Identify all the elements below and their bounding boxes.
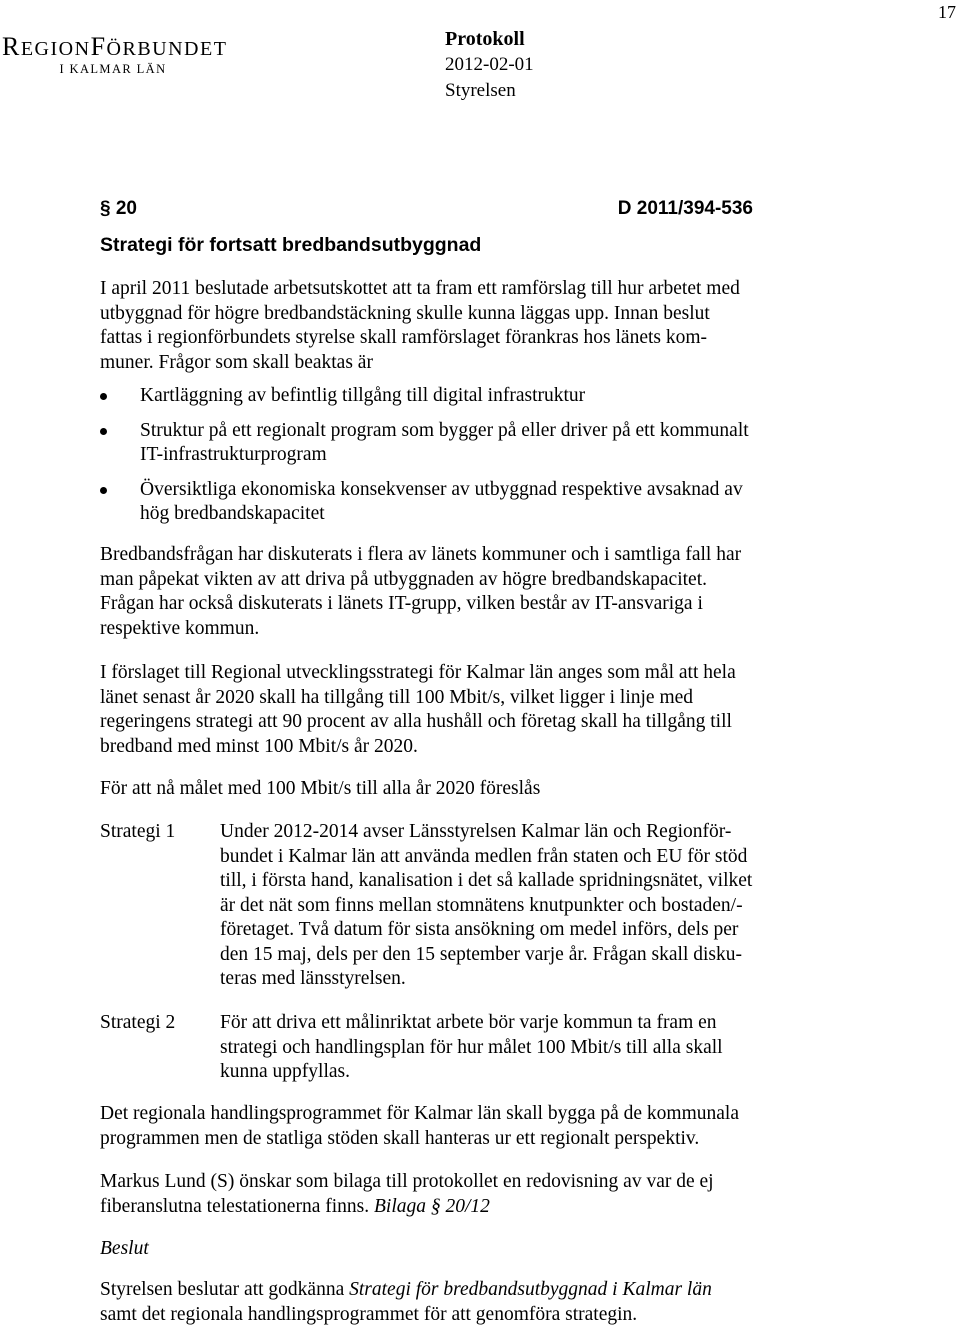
diary-number: D 2011/394-536 xyxy=(617,198,753,219)
text-line: I förslaget till Regional utvecklingsstrategi för Kalmar län anges som mål att hela xyxy=(100,662,736,683)
text-line: fattas i regionförbundets styrelse skall ramförslaget förankras hos länets kom- xyxy=(100,327,708,348)
text-line: programmen men de statliga stöden skall hanteras ur ett regionalt perspektiv. xyxy=(100,1127,700,1149)
text-line: muner. Frågor som skall beaktas är xyxy=(100,351,373,373)
text-line: man påpekat vikten av att driva på utbyggnaden av högre bredbandskapacitet. xyxy=(100,568,707,590)
strategy-text xyxy=(220,820,840,992)
meeting-body: Styrelsen xyxy=(445,80,516,101)
text-line: Frågan har också diskuterats i länets IT-grupp, vilken består av IT-ansvariga i xyxy=(100,593,703,614)
bullet-item xyxy=(100,384,845,409)
text-line: Det regionala handlingsprogrammet för Kalmar län skall bygga på de kommunala xyxy=(100,1103,739,1124)
text-line: För att nå målet med 100 Mbit/s till alla år 2020 föreslås xyxy=(100,778,541,799)
meeting-date: 2012-02-01 xyxy=(445,54,534,75)
text-line: Struktur på ett regionalt program som bygger på eller driver på ett kommunalt xyxy=(140,419,749,441)
section-number: § 20 xyxy=(100,198,137,219)
text-line: För att driva ett målinriktat arbete bör varje kommun ta fram en xyxy=(220,1012,717,1033)
text-line: Översiktliga ekonomiska konsekvenser av utbyggnad respektive avsaknad av xyxy=(140,478,743,500)
text-line: den 15 maj, dels per den 15 september varje år. Frågan skall disku- xyxy=(220,943,743,965)
text-line: till, i första hand, kanalisation i det så kallade spridningsnätet, vilket xyxy=(220,870,753,891)
document-type: Protokoll xyxy=(445,28,525,50)
document-header xyxy=(445,26,534,104)
page-number: 17 xyxy=(938,2,956,22)
bullet-icon xyxy=(100,487,107,494)
paragraph-proposal xyxy=(100,777,845,802)
intro-paragraph xyxy=(100,277,845,375)
text-line: Markus Lund (S) önskar som bilaga till protokollet en redovisning av var de ej xyxy=(100,1171,714,1192)
strategy-text xyxy=(220,1011,840,1085)
text-line: Styrelsen beslutar att godkänna Strategi för bredbandsutbyggnad i Kalmar län xyxy=(100,1279,712,1300)
text-line: IT-infrastrukturprogram xyxy=(140,444,327,465)
text-line: I april 2011 beslutade arbetsutskottet att ta fram ett ramförslag till hur arbetet med xyxy=(100,278,740,299)
text-line: företaget. Två datum för sista ansökning om medel införs, dels per xyxy=(220,919,739,940)
text-line: kunna uppfyllas. xyxy=(220,1061,350,1082)
text-line: Under 2012-2014 avser Länsstyrelsen Kalmar län och Regionför- xyxy=(220,821,732,842)
bullet-item xyxy=(100,419,845,468)
strategy-label: Strategi 1 xyxy=(100,821,176,842)
bullet-icon xyxy=(100,428,107,435)
section-heading: Strategi för fortsatt bredbandsutbyggnad xyxy=(100,234,482,256)
strategy-title-reference: Strategi för bredbandsutbyggnad i Kalmar län xyxy=(349,1279,712,1300)
text-line: bundet i Kalmar län att använda medlen från staten och EU för stöd xyxy=(220,845,748,867)
strategy-label: Strategi 2 xyxy=(100,1012,176,1033)
logo-wordmark: REGIONFÖRBUNDET xyxy=(2,32,228,61)
decision-paragraph xyxy=(100,1278,845,1327)
text-line: teras med länsstyrelsen. xyxy=(220,968,406,989)
decision-heading-text: Beslut xyxy=(100,1238,149,1259)
regionforbundet-logo xyxy=(2,32,228,76)
text-line: strategi och handlingsplan för hur målet 100 Mbit/s till alla skall xyxy=(220,1036,723,1058)
attachment-reference: Bilaga § 20/12 xyxy=(374,1195,490,1217)
text-line: respektive kommun. xyxy=(100,617,260,639)
bullet-list xyxy=(100,384,845,537)
paragraph-goal xyxy=(100,661,845,759)
text-line: Bredbandsfrågan har diskuterats i flera av länets kommuner och i samtliga fall har xyxy=(100,544,742,565)
paragraph-discussion xyxy=(100,543,845,641)
logo-subtitle: I KALMAR LÄN xyxy=(59,62,167,76)
text-line: Kartläggning av befintlig tillgång till digital infrastruktur xyxy=(140,385,586,406)
text-line: hög bredbandskapacitet xyxy=(140,503,325,524)
bullet-icon xyxy=(100,393,107,400)
text-line: fiberanslutna telestationerna finns. Bilaga § 20/12 xyxy=(100,1195,490,1217)
bullet-item xyxy=(100,478,845,527)
decision-heading xyxy=(100,1237,845,1262)
text-line: samt det regionala handlingsprogrammet för att genomföra strategin. xyxy=(100,1303,638,1325)
paragraph-request xyxy=(100,1170,845,1219)
text-line: bredband med minst 100 Mbit/s år 2020. xyxy=(100,735,418,757)
text-line: länet senast år 2020 skall ha tillgång till 100 Mbit/s, vilket ligger i linje med xyxy=(100,686,694,708)
paragraph-program xyxy=(100,1102,845,1151)
text-line: är det nät som finns mellan stomnätens knutpunkter och bostaden/- xyxy=(220,894,743,916)
text-line: regeringens strategi att 90 procent av alla hushåll och företag skall ha tillgång till xyxy=(100,711,732,732)
text-line: utbyggnad för högre bredbandstäckning skulle kunna läggas upp. Innan beslut xyxy=(100,302,710,324)
